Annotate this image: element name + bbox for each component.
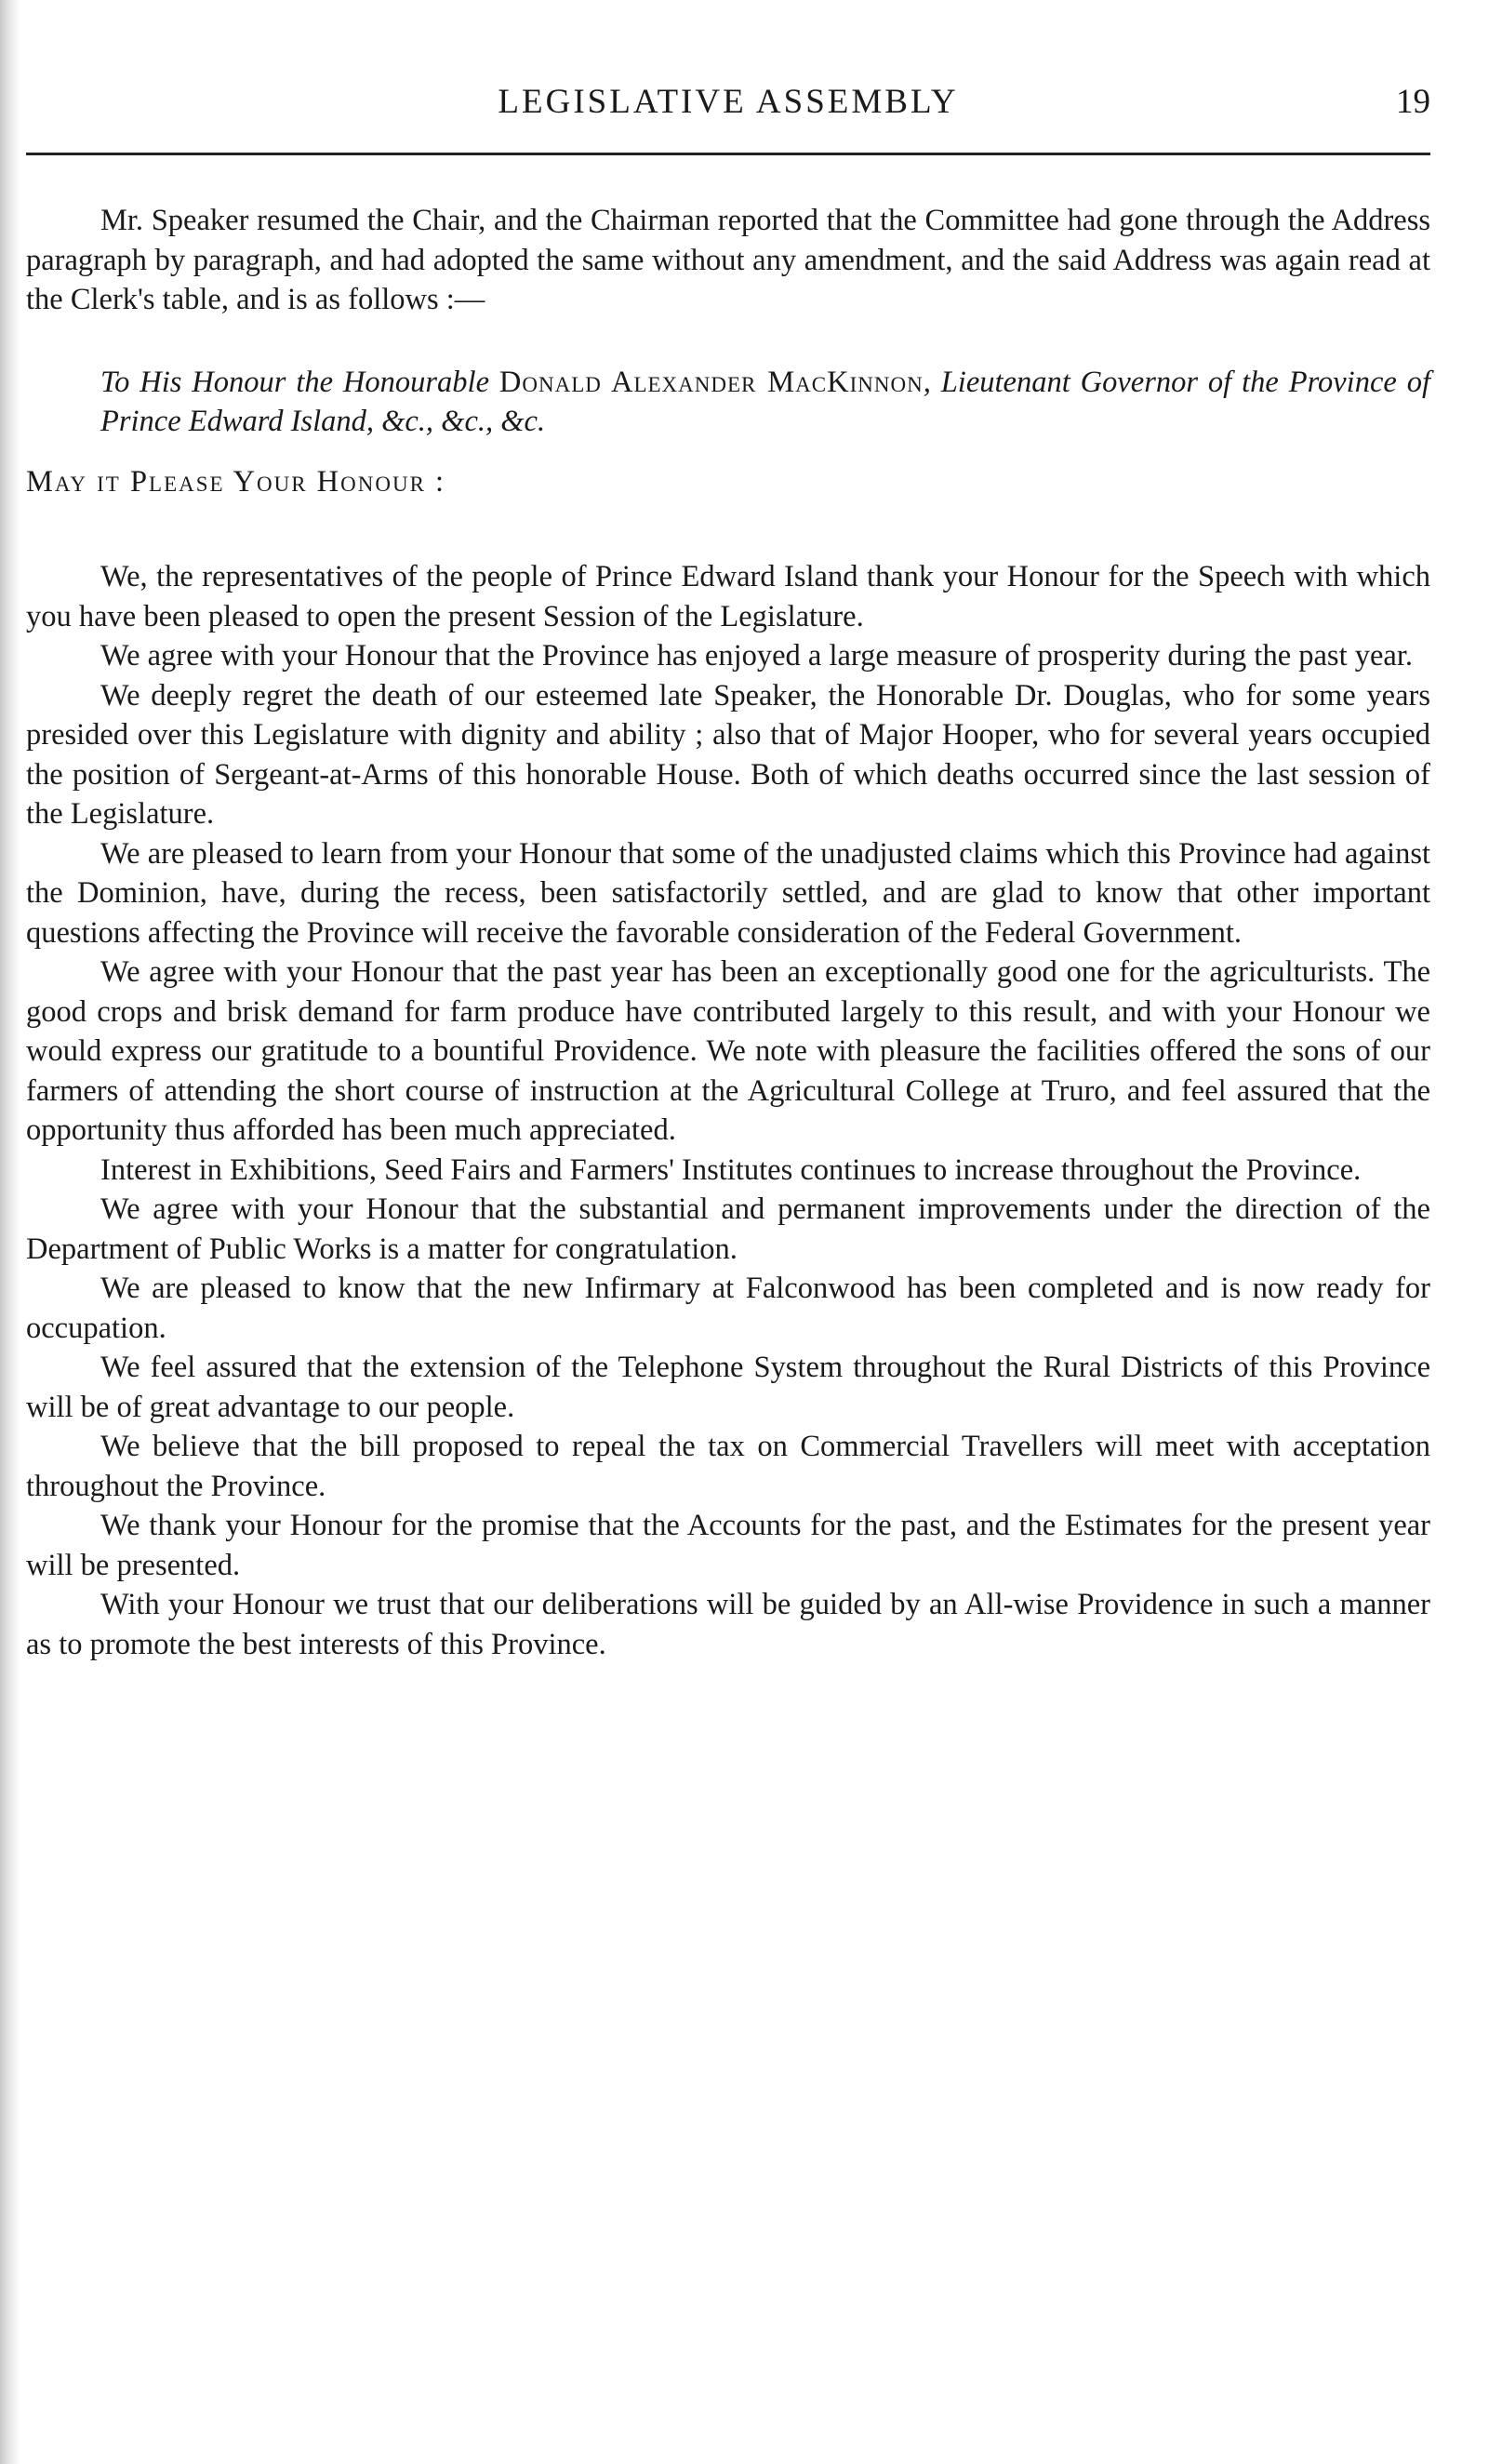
address-paragraph-3: We deeply regret the death of our esteemed late Speaker, the Honorable Dr. Douglas, who for some years presided over this Legislature with dignity and ability ; also that of Major Hooper, who for several years occupied the position of Sergeant-at-Arms of this honorable House. Both of which deaths occurred since the last session of the Legislature. xyxy=(26,678,1430,831)
addressee-name: Donald Alexander MacKinnon xyxy=(498,365,924,399)
body-text xyxy=(26,201,1430,1664)
salutation: May it Please Your Honour : xyxy=(26,464,446,499)
address-paragraph-10: We believe that the bill proposed to repeal the tax on Commercial Travellers will meet with acceptation throughout the Province. xyxy=(26,1430,1430,1503)
address-paragraph-4: We are pleased to learn from your Honour that some of the unadjusted claims which this Province had against the Dominion, have, during the recess, been satisfactorily settled, and are glad to know that other important questions affecting the Province will receive the favorable consideration of the Federal Government. xyxy=(26,836,1430,950)
address-paragraph-5: We agree with your Honour that the past year has been an exceptionally good one for the agriculturists. The good crops and brisk demand for farm produce have contributed largely to this result, and with your Honour we would express our gratitude to a bountiful Providence. We note with pleasure the facilities offered the sons of our farmers of attending the short course of instruction at the Agricultural College at Truro, and feel assured that the opportunity thus afforded has been much appreciated. xyxy=(26,955,1430,1147)
header-rule xyxy=(26,153,1430,155)
address-paragraph-12: With your Honour we trust that our deliberations will be guided by an All-wise Providence in such a manner as to promote the best interests of this Province. xyxy=(26,1588,1430,1661)
address-paragraph-11: We thank your Honour for the promise that the Accounts for the past, and the Estimates for the present year will be presented. xyxy=(26,1509,1430,1582)
address-to-suffix: , Lieutenant Governor of the Province of Prince Edward Island, &c., &c., &c. xyxy=(100,365,1430,438)
address-paragraph-9: We feel assured that the extension of the Telephone System throughout the Rural Districts of this Province will be of great advantage to our people. xyxy=(26,1351,1430,1424)
address-paragraph-7: We agree with your Honour that the substantial and permanent improvements under the direction of the Department of Public Works is a matter for congratulation. xyxy=(26,1192,1430,1266)
address-heading xyxy=(26,363,1430,442)
address-paragraph-8: We are pleased to know that the new Infirmary at Falconwood has been completed and is now ready for occupation. xyxy=(26,1272,1430,1345)
address-to-prefix: To His Honour the Honourable xyxy=(100,365,499,399)
running-header xyxy=(26,82,1430,128)
address-paragraph-2: We agree with your Honour that the Province has enjoyed a large measure of prosperity during the past year. xyxy=(100,639,1413,673)
page-number: 19 xyxy=(1396,83,1430,121)
address-paragraph-1: We, the representatives of the people of Prince Edward Island thank your Honour for the Speech with which you have been pleased to open the present Session of the Legislature. xyxy=(26,560,1430,633)
scan-left-edge-shadow xyxy=(0,0,20,2464)
running-title: LEGISLATIVE ASSEMBLY xyxy=(498,83,959,121)
address-paragraph-6: Interest in Exhibitions, Seed Fairs and Farmers' Institutes continues to increase throughout the Province. xyxy=(100,1152,1362,1187)
intro-paragraph: Mr. Speaker resumed the Chair, and the Chairman reported that the Committee had gone through the Address paragraph by paragraph, and had adopted the same without any amendment, and the said Address was again read at the Clerk's table, and is as follows :— xyxy=(26,204,1430,316)
